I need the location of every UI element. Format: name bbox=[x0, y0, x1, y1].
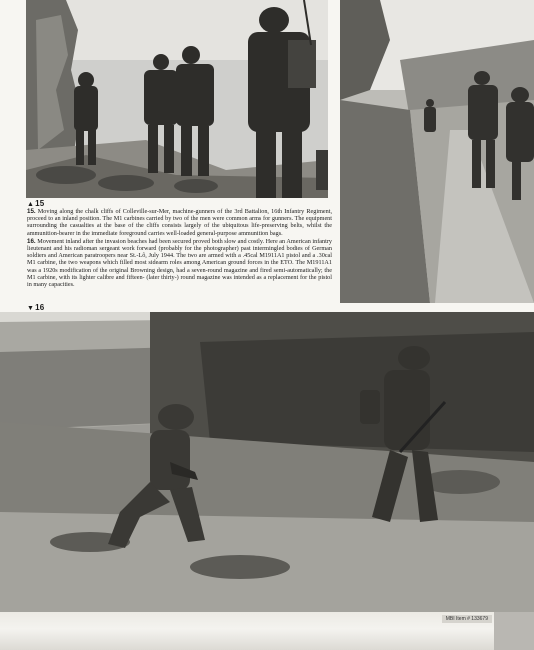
figure-marker-15: ▲15 bbox=[27, 199, 45, 208]
caption-15 bbox=[27, 208, 332, 237]
caption-16-text: Movement inland after the invasion beaches had been secured proved both slow and costly. Here an American infantry lieutenant and his radioman sergeant work forward (probably for the photographer) past intermingled bodies of German soldiers and American paratroopers near St.-Lô, July 1944. The two are armed with a .45cal M1911A1 pistol and a .30cal M1 carbine, the two weapons which filled most sidearm roles among American ground forces in the ETO. The M1911A1 was a 1920s modification of the original Browning design, had a seven-round magazine and fired semi-automatically; the M1 carbine, with its lighter calibre and fifteen- (later thirty-) round magazine was intended as a replacement for the pistol in many capacities. bbox=[27, 237, 332, 289]
photo-road-soldiers bbox=[340, 0, 534, 303]
caption-15-number: 15. bbox=[27, 208, 36, 215]
photo-15-cliff-soldiers bbox=[26, 0, 328, 198]
caption-15-text: Moving along the chalk cliffs of Colleville-sur-Mer, machine-gunners of the 3rd Battalion, 16th Infantry Regiment, proceed to an inland position. The M1 carbines carried by two of the men were common arms for gunners. The equipment surrounding the casualties at the base of the cliffs consists largely of the ubiquitous life-preserving belts, whilst the ammunition-bearer in the immediate foreground carries well-loaded general-purpose ammunition bags. bbox=[27, 208, 333, 237]
figure-marker-16: ▼16 bbox=[27, 303, 45, 312]
captions-block bbox=[27, 208, 332, 289]
caption-16-number: 16. bbox=[27, 237, 36, 245]
corner-gray-block bbox=[494, 612, 534, 650]
page-item-tag: MBI Item # 133679 bbox=[442, 615, 492, 623]
caption-16 bbox=[27, 238, 332, 288]
photo-16-advancing-soldiers bbox=[0, 312, 534, 612]
